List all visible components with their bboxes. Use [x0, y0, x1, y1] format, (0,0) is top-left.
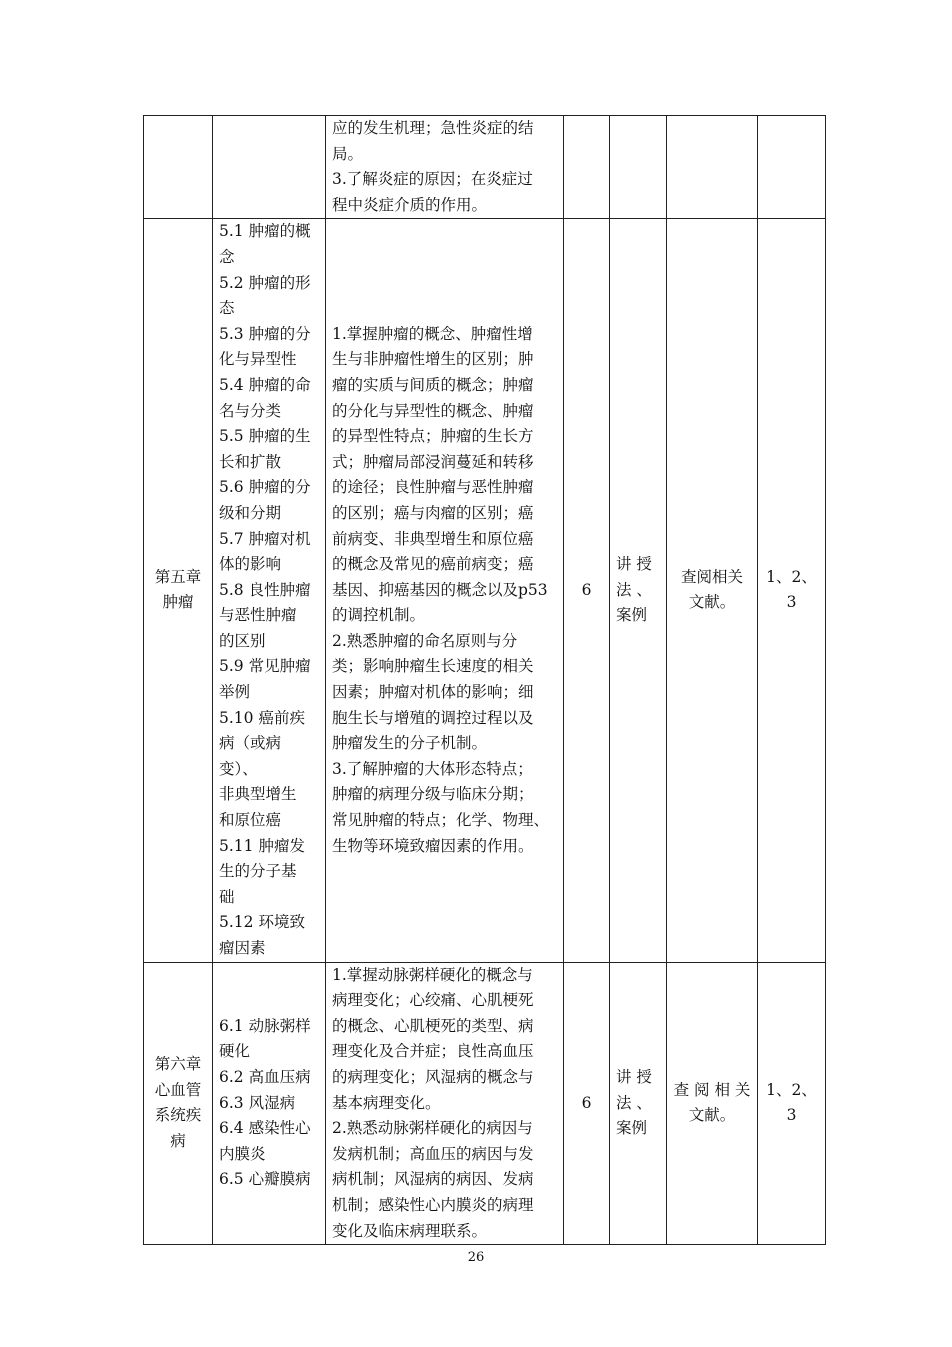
references-value: 1、2、3 — [766, 1080, 817, 1125]
requirement-line: 1.掌握肿瘤的概念、肿瘤性增 — [332, 324, 533, 343]
requirement-line: 的异型性特点；肿瘤的生长方 — [332, 427, 534, 446]
hours-cell — [564, 219, 610, 962]
table-row — [144, 116, 826, 219]
method-cell — [610, 219, 667, 962]
requirement-line: 的概念、心肌梗死的类型、病 — [332, 1016, 534, 1035]
requirement-line: 的途径；良性肿瘤与恶性肿瘤 — [332, 478, 534, 497]
requirement-line: 程中炎症介质的作用。 — [332, 195, 488, 214]
self-study-line: 查阅相关 — [680, 567, 743, 586]
section-line: 5.11 肿瘤发 — [219, 836, 305, 855]
section-line: 5.10 癌前疾 — [219, 708, 305, 727]
section-line: 非典型增生 — [219, 785, 297, 804]
requirement-line: 应的发生机理；急性炎症的结 — [332, 119, 534, 137]
chapter-line: 第五章 — [154, 567, 202, 586]
hours-cell — [564, 116, 610, 219]
requirement-line: 2.熟悉动脉粥样硬化的病因与 — [332, 1119, 533, 1138]
requirement-line: 2.熟悉肿瘤的命名原则与分 — [332, 631, 518, 650]
references-cell — [758, 962, 826, 1245]
requirement-line: 瘤的实质与间质的概念；肿瘤 — [332, 375, 534, 394]
table-row — [144, 219, 826, 962]
self-study-cell — [667, 116, 758, 219]
page-number: 26 — [467, 1250, 485, 1265]
method-line: 法 、 — [616, 1093, 652, 1112]
chapter-line: 肿瘤 — [162, 593, 194, 612]
method-line: 法 、 — [616, 580, 652, 599]
requirement-line: 病理变化；心绞痛、心肌梗死 — [332, 991, 534, 1010]
requirement-line: 生与非肿瘤性增生的区别；肿 — [332, 350, 534, 369]
chapter-line: 第六章 — [154, 1055, 202, 1074]
section-line: 5.3 肿瘤的分 — [219, 324, 311, 343]
references-value: 1、2、3 — [766, 567, 817, 612]
requirement-line: 因素；肿瘤对机体的影响；细 — [332, 683, 534, 702]
section-line: 6.4 感染性心 — [219, 1119, 311, 1138]
method-line: 案例 — [616, 606, 648, 625]
requirement-line: 的分化与异型性的概念、肿瘤 — [332, 401, 534, 420]
requirement-line: 3.了解炎症的原因；在炎症过 — [332, 170, 533, 189]
requirements-cell — [326, 219, 564, 962]
section-line: 6.1 动脉粥样 — [219, 1016, 311, 1035]
requirement-line: 的调控机制。 — [332, 606, 426, 625]
requirement-line: 肿瘤发生的分子机制。 — [332, 734, 488, 753]
requirement-line: 肿瘤的病理分级与临床分期； — [332, 785, 534, 804]
section-line: 5.5 肿瘤的生 — [219, 427, 311, 446]
hours-value: 6 — [581, 580, 592, 599]
self-study-cell — [667, 219, 758, 962]
hours-value: 6 — [581, 1093, 592, 1112]
requirement-line: 生物等环境致瘤因素的作用。 — [332, 836, 534, 855]
method-cell — [610, 962, 667, 1245]
requirements-cell — [326, 116, 564, 219]
chapter-cell — [144, 962, 213, 1245]
section-line: 生的分子基 — [219, 862, 297, 881]
section-line: 5.1 肿瘤的概 — [219, 222, 311, 241]
requirement-line: 的病理变化；风湿病的概念与 — [332, 1067, 534, 1086]
method-line: 讲 授 — [616, 555, 652, 574]
requirements-cell — [326, 962, 564, 1245]
chapter-line: 病 — [170, 1131, 186, 1150]
sections-cell — [213, 116, 326, 219]
requirement-line: 理变化及合并症；良性高血压 — [332, 1042, 534, 1061]
section-line: 念 — [219, 247, 235, 266]
chapter-cell — [144, 219, 213, 962]
requirement-line: 局。 — [332, 144, 364, 163]
chapter-line: 系统疾 — [154, 1106, 202, 1125]
self-study-line: 文献。 — [688, 593, 736, 612]
requirement-line: 的概念及常见的癌前病变；癌 — [332, 555, 534, 574]
chapter-cell — [144, 116, 213, 219]
requirement-line: 基本病理变化。 — [332, 1093, 441, 1112]
section-line: 态 — [219, 299, 235, 318]
method-line: 案例 — [616, 1119, 648, 1138]
requirement-line: 常见肿瘤的特点；化学、物理、 — [332, 811, 550, 830]
method-cell — [610, 116, 667, 219]
section-line: 6.3 风湿病 — [219, 1093, 296, 1112]
requirement-line: 3.了解肿瘤的大体形态特点； — [332, 759, 533, 778]
section-line: 名与分类 — [219, 401, 282, 420]
section-line: 5.7 肿瘤对机 — [219, 529, 311, 548]
requirement-line: 式；肿瘤局部浸润蔓延和转移 — [332, 452, 534, 471]
requirement-line: 的区别；癌与肉瘤的区别；癌 — [332, 503, 534, 522]
section-line: 5.8 良性肿瘤 — [219, 580, 311, 599]
method-line: 讲 授 — [616, 1067, 652, 1086]
requirement-line: 类；影响肿瘤生长速度的相关 — [332, 657, 534, 676]
requirement-line: 变化及临床病理联系。 — [332, 1221, 488, 1240]
section-line: 6.5 心瓣膜病 — [219, 1170, 311, 1189]
requirement-line: 基因、抑癌基因的概念以及p53 — [332, 580, 548, 599]
section-line: 5.4 肿瘤的命 — [219, 375, 311, 394]
requirement-line: 机制；感染性心内膜炎的病理 — [332, 1195, 534, 1214]
table-row — [144, 962, 826, 1245]
section-line: 5.9 常见肿瘤 — [219, 657, 311, 676]
self-study-line: 查 阅 相 关 — [673, 1080, 751, 1099]
requirement-line: 病机制；风湿病的病因、发病 — [332, 1170, 534, 1189]
sections-cell — [213, 962, 326, 1245]
section-line: 硬化 — [219, 1042, 251, 1061]
requirement-line: 发病机制；高血压的病因与发 — [332, 1144, 534, 1163]
section-line: 瘤因素 — [219, 939, 266, 957]
section-line: 5.6 肿瘤的分 — [219, 478, 311, 497]
sections-cell — [213, 219, 326, 962]
requirement-line: 胞生长与增殖的调控过程以及 — [332, 708, 534, 727]
section-line: 础 — [219, 887, 235, 906]
chapter-line: 心血管 — [154, 1080, 202, 1099]
section-line: 的区别 — [219, 631, 266, 650]
section-line: 长和扩散 — [219, 452, 282, 471]
requirement-line: 1.掌握动脉粥样硬化的概念与 — [332, 965, 533, 984]
section-line: 体的影响 — [219, 555, 282, 574]
section-line: 化与异型性 — [219, 350, 297, 369]
section-line: 内膜炎 — [219, 1144, 266, 1163]
self-study-cell — [667, 962, 758, 1245]
requirement-line: 前病变、非典型增生和原位癌 — [332, 529, 534, 548]
hours-cell — [564, 962, 610, 1245]
references-cell — [758, 219, 826, 962]
section-line: 5.2 肿瘤的形 — [219, 273, 311, 292]
section-line: 级和分期 — [219, 503, 282, 522]
syllabus-table — [143, 115, 826, 1245]
section-line: 和原位癌 — [219, 811, 282, 830]
section-line: 与恶性肿瘤 — [219, 606, 297, 625]
section-line: 5.12 环境致 — [219, 913, 305, 932]
section-line: 病（或病变）、 — [219, 734, 282, 778]
self-study-line: 文献。 — [688, 1106, 736, 1125]
section-line: 举例 — [219, 683, 251, 702]
section-line: 6.2 高血压病 — [219, 1067, 311, 1086]
references-cell — [758, 116, 826, 219]
